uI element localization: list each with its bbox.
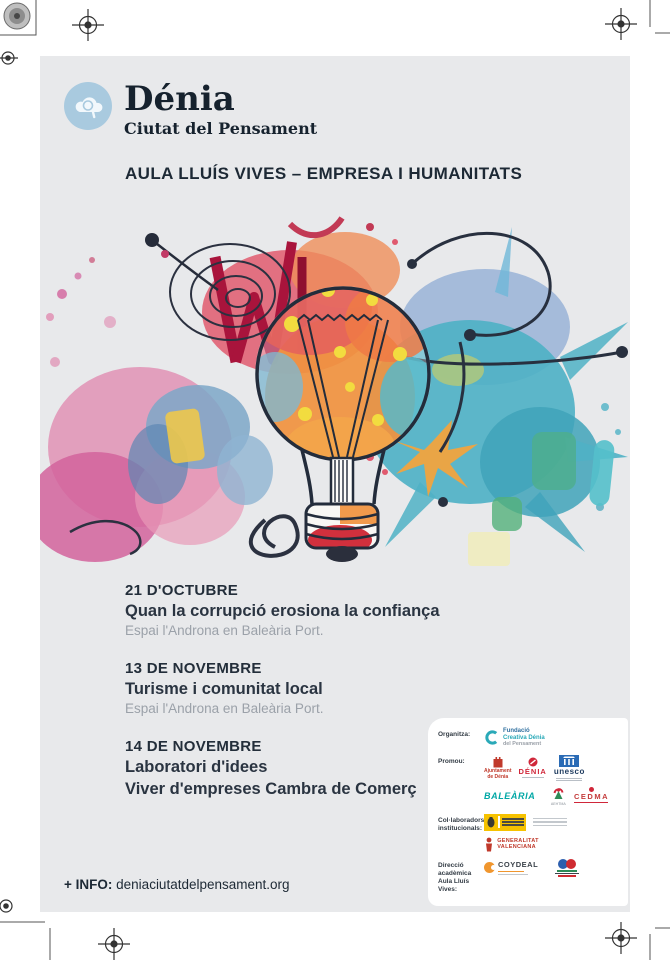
collaboradors-label: Col·laboradors institucionals: bbox=[438, 816, 485, 832]
crosshair-mark-top-right bbox=[605, 8, 637, 40]
info-line bbox=[64, 877, 290, 892]
crosshair-mark-left-upper bbox=[0, 52, 18, 64]
partner-circles-logo bbox=[555, 859, 579, 877]
event-list bbox=[125, 582, 440, 821]
brand-tagline: Ciutat del Pensament bbox=[124, 119, 318, 138]
event-item bbox=[125, 660, 440, 716]
event-title: Quan la corrupció erosiona la confiança bbox=[125, 602, 440, 620]
poster bbox=[40, 56, 630, 912]
coydeal-logo bbox=[484, 861, 538, 875]
cedma-subtext bbox=[591, 803, 592, 806]
cedma-wordmark: CEDMA bbox=[573, 791, 609, 801]
fcd-line3: del Pensament bbox=[503, 741, 542, 747]
event-date: 13 DE NOVEMBRE bbox=[125, 660, 262, 677]
aehtma-logo bbox=[550, 787, 567, 806]
espana-yellow-box-icon bbox=[484, 814, 526, 831]
brand-circle bbox=[64, 82, 112, 130]
gva-figure-icon bbox=[484, 837, 494, 852]
direccio-label: Direcció acadèmica Aula Lluís Vives: bbox=[438, 861, 472, 894]
denia-logo bbox=[519, 757, 547, 778]
info-url: deniaciutatdelpensament.org bbox=[116, 877, 290, 892]
artwork-illustration bbox=[40, 202, 630, 574]
cloud-thought-icon bbox=[72, 93, 104, 119]
sponsor-panel bbox=[428, 718, 628, 906]
fcd-line2: Creativa Dénia bbox=[503, 734, 545, 741]
coydeal-wordmark: COYDEAL bbox=[498, 859, 539, 869]
blue-red-circles-icon bbox=[558, 859, 576, 869]
ministry-text-lines bbox=[533, 818, 567, 827]
crop-mark-bottom-right bbox=[650, 928, 670, 960]
balearia-logo: BALEÀRIA bbox=[484, 790, 536, 801]
event-date: 14 DE NOVEMBRE bbox=[125, 738, 262, 755]
unesco-wordmark: unesco bbox=[553, 766, 585, 776]
event-title: Turisme i comunitat local bbox=[125, 680, 323, 698]
aehtma-figure-icon bbox=[551, 787, 566, 801]
crosshair-mark-bottom-right bbox=[605, 922, 637, 954]
espana-crest-icon bbox=[486, 816, 496, 829]
aehtma-text: AEHTMA bbox=[551, 801, 567, 806]
cedma-logo bbox=[574, 787, 609, 807]
cedma-dot-icon bbox=[589, 787, 594, 792]
fcd-line1: Fundació bbox=[503, 728, 530, 734]
organitza-label: Organitza: bbox=[438, 731, 471, 738]
brand-text bbox=[124, 79, 318, 138]
event-item bbox=[125, 738, 440, 799]
unesco-logo bbox=[554, 755, 585, 781]
coydeal-circle-icon bbox=[484, 862, 495, 873]
brand-name: Dénia bbox=[124, 79, 235, 119]
denia-wordmark: DÉNIA bbox=[518, 767, 547, 777]
partner-text-lines bbox=[555, 870, 579, 877]
ajuntament-text: Ajuntament de Dénia bbox=[484, 768, 512, 780]
denia-circle-icon bbox=[528, 757, 538, 767]
collaboradors-row bbox=[438, 814, 620, 852]
generalitat-valenciana-logo bbox=[484, 837, 539, 852]
ajuntament-denia-logo bbox=[484, 755, 512, 780]
gva-line1: GENERALITAT bbox=[497, 838, 539, 845]
brand-lockup bbox=[64, 79, 318, 138]
registration-target-top-left bbox=[0, 0, 36, 35]
target-mark-bottom-left bbox=[0, 900, 12, 912]
gobierno-espana-logo bbox=[484, 814, 567, 831]
promou-label: Promou: bbox=[438, 757, 465, 765]
crosshair-mark-top-left bbox=[72, 9, 104, 41]
event-location: Espai l'Androna en Baleària Port. bbox=[125, 623, 324, 638]
fundacio-creativa-denia-logo bbox=[484, 728, 545, 748]
unesco-temple-icon bbox=[559, 755, 579, 767]
gva-line2: VALENCIANA bbox=[497, 844, 536, 851]
crop-mark-bottom-left bbox=[0, 922, 50, 960]
page-title: AULA LLUÍS VIVES – EMPRESA I HUMANITATS bbox=[125, 164, 523, 183]
fcd-c-icon bbox=[484, 730, 499, 745]
event-item bbox=[125, 582, 440, 638]
crosshair-mark-bottom-left bbox=[98, 928, 130, 960]
organitza-row bbox=[438, 728, 620, 748]
event-date: 21 D'OCTUBRE bbox=[125, 582, 239, 599]
event-location: Viver d'empreses Cambra de Comerç bbox=[125, 780, 417, 798]
crest-icon bbox=[492, 755, 504, 768]
direccio-row bbox=[438, 859, 620, 895]
event-location: Espai l'Androna en Baleària Port. bbox=[125, 701, 324, 716]
info-label: + INFO: bbox=[64, 877, 113, 892]
crop-mark-top-right bbox=[650, 0, 670, 33]
promou-row bbox=[438, 755, 620, 807]
event-title: Laboratori d'idees bbox=[125, 758, 268, 776]
